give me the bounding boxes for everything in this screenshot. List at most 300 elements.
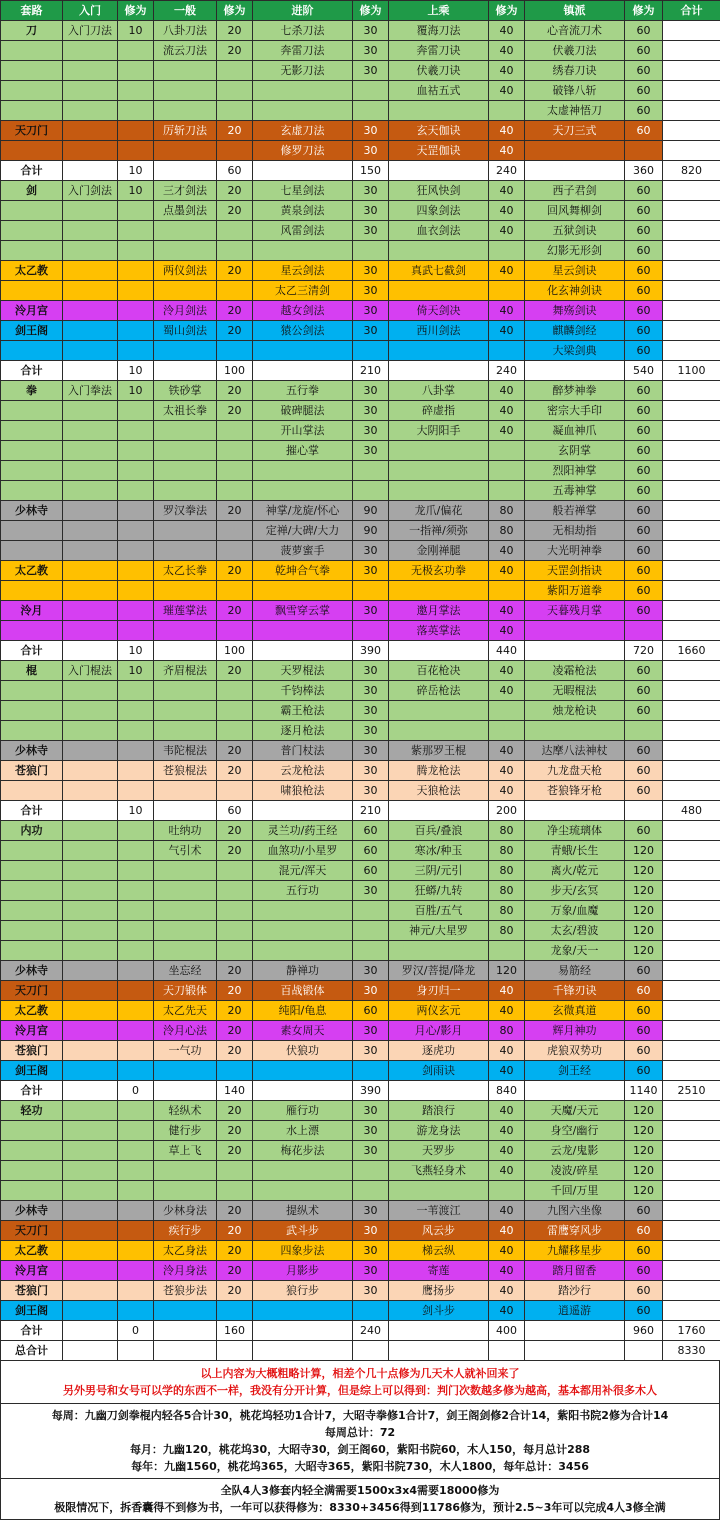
value-cell: 菠萝蜜手 [253, 541, 353, 561]
value-cell: 20 [217, 1261, 253, 1281]
note-line: 每月：九幽120，桃花坞30，大昭寺30，剑王阁60，紫阳书院60，木人150，每月总计288 [129, 1443, 591, 1456]
value-cell [217, 221, 253, 241]
value-cell [63, 861, 118, 881]
value-cell [625, 721, 663, 741]
value-cell [118, 1261, 154, 1281]
value-cell: 120 [625, 841, 663, 861]
value-cell [663, 501, 720, 521]
value-cell: 30 [353, 121, 389, 141]
value-cell: 1760 [663, 1321, 720, 1341]
value-cell [353, 1341, 389, 1361]
value-cell [625, 621, 663, 641]
value-cell [663, 41, 720, 61]
value-cell: 齐眉棍法 [154, 661, 217, 681]
value-cell: 太玄/碧波 [525, 921, 625, 941]
value-cell [525, 1341, 625, 1361]
category-cell [1, 241, 63, 261]
value-cell [217, 461, 253, 481]
value-cell [663, 821, 720, 841]
value-cell: 剑斗步 [389, 1301, 489, 1321]
table-row [1, 601, 720, 621]
table-row [1, 621, 720, 641]
value-cell [63, 1021, 118, 1041]
value-cell: 梯云纵 [389, 1241, 489, 1261]
category-cell: 剑 [1, 181, 63, 201]
value-cell: 60 [217, 801, 253, 821]
value-cell [663, 221, 720, 241]
value-cell: 40 [489, 401, 525, 421]
value-cell: 60 [625, 421, 663, 441]
value-cell: 90 [353, 501, 389, 521]
value-cell: 40 [489, 1161, 525, 1181]
value-cell: 30 [353, 561, 389, 581]
value-cell [154, 921, 217, 941]
notes-section [0, 1361, 720, 1520]
value-cell: 天狼枪法 [389, 781, 489, 801]
table-row [1, 481, 720, 501]
value-cell [63, 641, 118, 661]
value-cell [154, 101, 217, 121]
category-cell: 少林寺 [1, 501, 63, 521]
table-row [1, 381, 720, 401]
value-cell: 40 [489, 141, 525, 161]
table-row [1, 921, 720, 941]
table-row [1, 1101, 720, 1121]
value-cell: 200 [489, 801, 525, 821]
value-cell: 无暇棍法 [525, 681, 625, 701]
value-cell [389, 1321, 489, 1341]
value-cell [389, 1081, 489, 1101]
note-line: 极限情况下，拆香囊得不到修为书，一年可以获得修为：8330+3456得到11786修为，预计2.5~3年可以完成4人3修全满 [54, 1501, 666, 1514]
value-cell [154, 1181, 217, 1201]
category-cell [1, 841, 63, 861]
value-cell [253, 621, 353, 641]
value-cell: 踏月留香 [525, 1261, 625, 1281]
value-cell: 120 [489, 961, 525, 981]
value-cell [154, 801, 217, 821]
table-row [1, 961, 720, 981]
value-cell: 七杀刀法 [253, 21, 353, 41]
value-cell [253, 481, 353, 501]
value-cell: 伏狼功 [253, 1041, 353, 1061]
value-cell: 一气功 [154, 1041, 217, 1061]
value-cell [63, 721, 118, 741]
value-cell: 星云剑诀 [525, 261, 625, 281]
category-cell [1, 41, 63, 61]
value-cell: 倚天剑决 [389, 301, 489, 321]
category-cell: 太乙教 [1, 561, 63, 581]
value-cell [118, 1181, 154, 1201]
value-cell: 30 [353, 1101, 389, 1121]
table-row [1, 281, 720, 301]
note-line: 另外男号和女号可以学的东西不一样，我没有分开计算，但是综上可以得到：判门次数越多修为越高，基本都用补很多木人 [63, 1384, 657, 1397]
value-cell: 千回/万里 [525, 1181, 625, 1201]
value-cell: 越女剑法 [253, 301, 353, 321]
value-cell: 30 [353, 401, 389, 421]
value-cell [663, 661, 720, 681]
value-cell: 40 [489, 41, 525, 61]
value-cell [217, 101, 253, 121]
value-cell [217, 521, 253, 541]
value-cell [63, 761, 118, 781]
value-cell: 60 [625, 1201, 663, 1221]
value-cell [389, 461, 489, 481]
value-cell [154, 361, 217, 381]
table-row [1, 441, 720, 461]
value-cell: 泠月身法 [154, 1261, 217, 1281]
value-cell [489, 1181, 525, 1201]
value-cell: 10 [118, 661, 154, 681]
value-cell: 气引术 [154, 841, 217, 861]
value-cell: 玄天伽诀 [389, 121, 489, 141]
value-cell: 30 [353, 1141, 389, 1161]
value-cell: 30 [353, 661, 389, 681]
value-cell [63, 1101, 118, 1121]
category-cell: 合计 [1, 361, 63, 381]
value-cell: 修罗刀法 [253, 141, 353, 161]
value-cell [389, 481, 489, 501]
column-header: 套路 [1, 1, 63, 21]
value-cell: 10 [118, 181, 154, 201]
value-cell [217, 141, 253, 161]
value-cell: 40 [489, 621, 525, 641]
value-cell [118, 621, 154, 641]
value-cell: 20 [217, 821, 253, 841]
value-cell [118, 1241, 154, 1261]
table-row [1, 1141, 720, 1161]
value-cell: 40 [489, 781, 525, 801]
value-cell: 120 [625, 901, 663, 921]
value-cell: 60 [217, 161, 253, 181]
value-cell: 40 [489, 601, 525, 621]
value-cell [154, 621, 217, 641]
table-row [1, 821, 720, 841]
value-cell: 60 [625, 501, 663, 521]
value-cell [63, 701, 118, 721]
value-cell: 天罡伽诀 [389, 141, 489, 161]
value-cell: 20 [217, 1041, 253, 1061]
value-cell: 820 [663, 161, 720, 181]
value-cell: 太乙先天 [154, 1001, 217, 1021]
note-line: 每周总计：72 [324, 1426, 396, 1439]
value-cell [525, 621, 625, 641]
value-cell [353, 241, 389, 261]
column-header: 修为 [118, 1, 154, 21]
value-cell [389, 441, 489, 461]
value-cell: 摧心掌 [253, 441, 353, 461]
value-cell: 30 [353, 261, 389, 281]
value-cell: 黄泉剑法 [253, 201, 353, 221]
value-cell: 40 [489, 741, 525, 761]
value-cell [217, 61, 253, 81]
value-cell [663, 441, 720, 461]
value-cell: 一指禅/须弥 [389, 521, 489, 541]
value-cell [118, 1301, 154, 1321]
value-cell: 九龙盘天枪 [525, 761, 625, 781]
value-cell [663, 741, 720, 761]
value-cell: 40 [489, 1101, 525, 1121]
value-cell [63, 281, 118, 301]
value-cell: 辉月神功 [525, 1021, 625, 1041]
value-cell [489, 721, 525, 741]
value-cell: 60 [625, 1221, 663, 1241]
column-header: 修为 [217, 1, 253, 21]
value-cell: 神元/大星罗 [389, 921, 489, 941]
value-cell [63, 61, 118, 81]
value-cell [63, 1141, 118, 1161]
value-cell [663, 1001, 720, 1021]
category-cell: 合计 [1, 1081, 63, 1101]
category-cell: 合计 [1, 1321, 63, 1341]
value-cell [353, 901, 389, 921]
value-cell [63, 741, 118, 761]
value-cell: 60 [625, 201, 663, 221]
table-row [1, 261, 720, 281]
value-cell [118, 901, 154, 921]
value-cell: 60 [625, 461, 663, 481]
value-cell: 30 [353, 1281, 389, 1301]
value-cell: 40 [489, 261, 525, 281]
value-cell: 玄微真道 [525, 1001, 625, 1021]
value-cell [217, 941, 253, 961]
value-cell: 60 [625, 521, 663, 541]
value-cell: 定禅/大碑/大力 [253, 521, 353, 541]
value-cell: 逐虎功 [389, 1041, 489, 1061]
value-cell [63, 601, 118, 621]
value-cell [63, 441, 118, 461]
value-cell: 寒冰/种玉 [389, 841, 489, 861]
value-cell [663, 981, 720, 1001]
table-row [1, 841, 720, 861]
value-cell: 云龙枪法 [253, 761, 353, 781]
category-cell: 少林寺 [1, 961, 63, 981]
value-cell: 30 [353, 1121, 389, 1141]
value-cell [253, 1081, 353, 1101]
value-cell: 星云剑法 [253, 261, 353, 281]
value-cell [63, 81, 118, 101]
category-cell: 少林寺 [1, 741, 63, 761]
column-header: 上乘 [389, 1, 489, 21]
value-cell: 天魔/天元 [525, 1101, 625, 1121]
table-row [1, 1241, 720, 1261]
value-cell [217, 721, 253, 741]
value-cell: 80 [489, 901, 525, 921]
value-cell: 60 [625, 1061, 663, 1081]
value-cell: 20 [217, 841, 253, 861]
table-row [1, 221, 720, 241]
value-cell: 60 [625, 761, 663, 781]
value-cell: 10 [118, 161, 154, 181]
value-cell [118, 861, 154, 881]
value-cell: 30 [353, 761, 389, 781]
category-cell: 内功 [1, 821, 63, 841]
value-cell: 20 [217, 201, 253, 221]
value-cell [489, 941, 525, 961]
value-cell [154, 681, 217, 701]
value-cell: 吐纳功 [154, 821, 217, 841]
value-cell [63, 501, 118, 521]
value-cell: 真武七截剑 [389, 261, 489, 281]
value-cell [663, 601, 720, 621]
value-cell [525, 141, 625, 161]
table-row [1, 1301, 720, 1321]
value-cell: 邀月掌法 [389, 601, 489, 621]
value-cell: 20 [217, 301, 253, 321]
value-cell: 20 [217, 261, 253, 281]
value-cell [525, 1081, 625, 1101]
category-cell: 合计 [1, 161, 63, 181]
value-cell [118, 1281, 154, 1301]
value-cell: 蜀山剑法 [154, 321, 217, 341]
category-cell: 天刀门 [1, 1221, 63, 1241]
value-cell: 伏羲刀法 [525, 41, 625, 61]
value-cell: 凌波/碎星 [525, 1161, 625, 1181]
value-cell [154, 281, 217, 301]
table-row [1, 1321, 720, 1341]
value-cell: 40 [489, 1001, 525, 1021]
value-cell: 60 [625, 1301, 663, 1321]
value-cell: 400 [489, 1321, 525, 1341]
value-cell [489, 281, 525, 301]
value-cell: 千锋刃诀 [525, 981, 625, 1001]
value-cell [489, 241, 525, 261]
value-cell [63, 1241, 118, 1261]
table-row [1, 1201, 720, 1221]
value-cell [663, 1061, 720, 1081]
value-cell: 凝血神爪 [525, 421, 625, 441]
table-row [1, 161, 720, 181]
value-cell [154, 901, 217, 921]
value-cell [663, 101, 720, 121]
value-cell: 太乙身法 [154, 1241, 217, 1261]
value-cell [118, 541, 154, 561]
value-cell [63, 201, 118, 221]
table-row [1, 1181, 720, 1201]
value-cell: 千钧棒法 [253, 681, 353, 701]
table-row [1, 701, 720, 721]
category-cell: 棍 [1, 661, 63, 681]
category-cell: 泠月宫 [1, 1261, 63, 1281]
value-cell [663, 921, 720, 941]
value-cell: 60 [625, 301, 663, 321]
value-cell: 血祜五式 [389, 81, 489, 101]
value-cell [253, 921, 353, 941]
category-cell [1, 581, 63, 601]
table-row [1, 101, 720, 121]
note-line: 每周：九幽刀剑拳棍内轻各5合计30，桃花坞轻功1合计7，大昭寺拳修1合计7，剑王阁剑修2合计14，紫阳书院2修为合计14 [51, 1409, 669, 1422]
category-cell [1, 681, 63, 701]
value-cell [63, 1041, 118, 1061]
value-cell [663, 1281, 720, 1301]
value-cell: 醉梦神拳 [525, 381, 625, 401]
value-cell: 20 [217, 181, 253, 201]
value-cell: 60 [625, 1241, 663, 1261]
value-cell: 60 [625, 321, 663, 341]
value-cell: 苍狼棍法 [154, 761, 217, 781]
value-cell [154, 641, 217, 661]
value-cell: 60 [625, 41, 663, 61]
team-summary [1, 1478, 719, 1519]
value-cell [353, 1181, 389, 1201]
value-cell: 四象步法 [253, 1241, 353, 1261]
category-cell [1, 401, 63, 421]
value-cell [63, 881, 118, 901]
value-cell [525, 361, 625, 381]
value-cell: 60 [625, 601, 663, 621]
value-cell: 心音流刀术 [525, 21, 625, 41]
value-cell [154, 1061, 217, 1081]
value-cell: 30 [353, 781, 389, 801]
value-cell [663, 1021, 720, 1041]
value-cell: 20 [217, 41, 253, 61]
value-cell: 20 [217, 1101, 253, 1121]
value-cell: 太乙三清剑 [253, 281, 353, 301]
value-cell [663, 961, 720, 981]
value-cell [663, 1101, 720, 1121]
value-cell [217, 701, 253, 721]
value-cell [663, 141, 720, 161]
value-cell: 840 [489, 1081, 525, 1101]
value-cell [253, 641, 353, 661]
value-cell [63, 461, 118, 481]
value-cell [154, 781, 217, 801]
value-cell: 易筋经 [525, 961, 625, 981]
value-cell: 风雷剑法 [253, 221, 353, 241]
value-cell: 20 [217, 601, 253, 621]
column-header: 修为 [625, 1, 663, 21]
value-cell: 龙爪/偏花 [389, 501, 489, 521]
table-row [1, 501, 720, 521]
value-cell: 苍狼锋牙枪 [525, 781, 625, 801]
value-cell [118, 761, 154, 781]
value-cell: 120 [625, 861, 663, 881]
category-cell [1, 621, 63, 641]
value-cell [63, 901, 118, 921]
table-row [1, 741, 720, 761]
value-cell: 五狱剑诀 [525, 221, 625, 241]
value-cell [353, 921, 389, 941]
value-cell: 60 [625, 181, 663, 201]
value-cell: 游龙身法 [389, 1121, 489, 1141]
value-cell: 破锋八斩 [525, 81, 625, 101]
value-cell: 30 [353, 681, 389, 701]
value-cell: 60 [353, 861, 389, 881]
value-cell [154, 721, 217, 741]
value-cell [663, 681, 720, 701]
value-cell [217, 241, 253, 261]
value-cell [63, 1121, 118, 1141]
value-cell [489, 441, 525, 461]
category-cell [1, 61, 63, 81]
value-cell [389, 1181, 489, 1201]
value-cell: 韦陀棍法 [154, 741, 217, 761]
value-cell: 水上漂 [253, 1121, 353, 1141]
value-cell [118, 461, 154, 481]
value-cell: 风云步 [389, 1221, 489, 1241]
value-cell [63, 241, 118, 261]
table-row [1, 121, 720, 141]
value-cell: 40 [489, 1141, 525, 1161]
value-cell: 20 [217, 1021, 253, 1041]
value-cell [663, 1301, 720, 1321]
value-cell [118, 221, 154, 241]
value-cell: 伏羲刀诀 [389, 61, 489, 81]
value-cell: 150 [353, 161, 389, 181]
value-cell: 苍狼步法 [154, 1281, 217, 1301]
value-cell: 80 [489, 841, 525, 861]
value-cell [663, 201, 720, 221]
value-cell [63, 141, 118, 161]
